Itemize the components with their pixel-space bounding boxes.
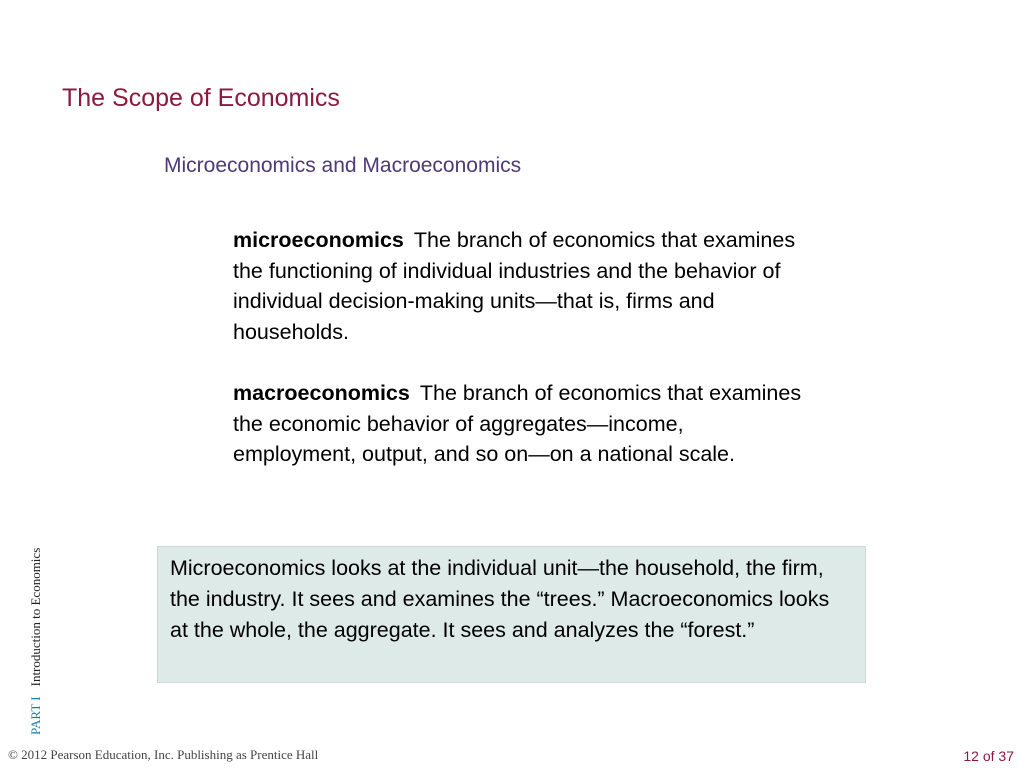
part-section-title: Introduction to Economics: [28, 547, 43, 687]
slide-subtitle: Microeconomics and Macroeconomics: [164, 154, 522, 177]
part-side-label: [28, 548, 44, 735]
definition-term: microeconomics: [233, 228, 404, 252]
summary-note-box: [157, 546, 866, 683]
part-number: PART I: [28, 696, 43, 735]
definition-text: The branch of economics that examines the functioning of individual industries and the behavior of individual decision-making units—that is, firms and households.: [233, 228, 796, 344]
slide-title: The Scope of Economics: [62, 84, 340, 112]
page-number: 12 of 37: [963, 748, 1014, 764]
definition-microeconomics: [233, 225, 803, 347]
copyright-footer: © 2012 Pearson Education, Inc. Publishing as Prentice Hall: [8, 747, 319, 762]
definition-text: The branch of economics that examines the economic behavior of aggregates—income, employment, output, and so on—on a national scale.: [233, 381, 802, 466]
definition-macroeconomics: [233, 378, 803, 470]
definition-term: macroeconomics: [233, 381, 410, 405]
summary-note-text: Microeconomics looks at the individual unit—the household, the firm, the industry. It sees and examines the “trees.” Macroeconomics looks at the whole, the aggregate. It sees and analyzes the “forest.”: [170, 556, 830, 642]
